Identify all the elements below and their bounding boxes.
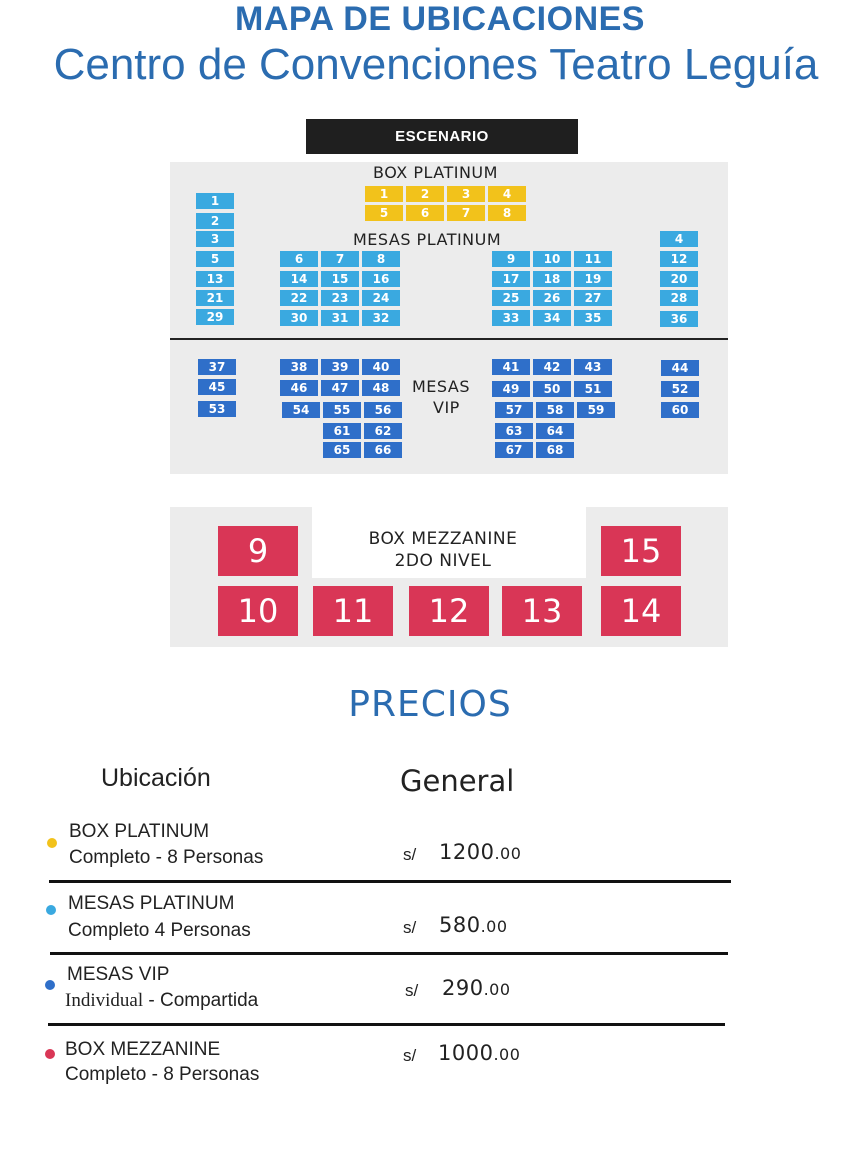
mesa-platinum-seat[interactable]: 34 (533, 310, 571, 326)
mesa-vip-seat[interactable]: 49 (492, 381, 530, 397)
mesa-platinum-seat[interactable]: 4 (660, 231, 698, 247)
box-platinum-seat[interactable]: 2 (406, 186, 444, 202)
mesa-vip-seat[interactable]: 63 (495, 423, 533, 439)
mesa-platinum-seat[interactable]: 31 (321, 310, 359, 326)
mezzanine-box[interactable]: 10 (218, 586, 298, 636)
mesa-platinum-seat[interactable]: 15 (321, 271, 359, 287)
mesa-vip-seat[interactable]: 40 (362, 359, 400, 375)
mesa-vip-seat[interactable]: 46 (280, 380, 318, 396)
price-row-name: BOX PLATINUM (69, 821, 210, 842)
mesa-vip-seat[interactable]: 39 (321, 359, 359, 375)
mesa-platinum-seat[interactable]: 11 (574, 251, 612, 267)
location-column-header: Ubicación (101, 764, 211, 792)
price-row-desc: Completo 4 Personas (68, 920, 251, 941)
mesas-vip-label-line2: VIP (433, 398, 460, 417)
mesa-platinum-seat[interactable]: 22 (280, 290, 318, 306)
mezzanine-box[interactable]: 9 (218, 526, 298, 576)
mesa-vip-seat[interactable]: 59 (577, 402, 615, 418)
mesa-platinum-seat[interactable]: 10 (533, 251, 571, 267)
box-platinum-seat[interactable]: 7 (447, 205, 485, 221)
mesa-vip-seat[interactable]: 48 (362, 380, 400, 396)
currency-symbol: s/ (403, 845, 417, 864)
price-row-name: MESAS VIP (67, 964, 170, 985)
mesa-platinum-seat[interactable]: 17 (492, 271, 530, 287)
mesas-platinum-label: MESAS PLATINUM (353, 230, 502, 249)
mesas-vip-color-dot (45, 980, 55, 990)
mezzanine-label-line1: BOX MEZZANINE (368, 529, 518, 549)
stage-label: ESCENARIO (306, 119, 578, 154)
mesa-platinum-seat[interactable]: 24 (362, 290, 400, 306)
mezzanine-box[interactable]: 14 (601, 586, 681, 636)
page-title: MAPA DE UBICACIONES (235, 0, 645, 38)
mezzanine-box[interactable]: 13 (502, 586, 582, 636)
price-row-desc: Completo - 8 Personas (65, 1064, 260, 1085)
box-mezzanine-color-dot (45, 1049, 55, 1059)
mesas-platinum-color-dot (46, 905, 56, 915)
venue-name: Centro de Convenciones Teatro Leguía (53, 40, 819, 89)
mezzanine-box[interactable]: 15 (601, 526, 681, 576)
row-divider (48, 1023, 725, 1026)
mesa-platinum-seat[interactable]: 13 (196, 271, 234, 287)
mezzanine-box[interactable]: 11 (313, 586, 393, 636)
price-amount: 1200.00 (439, 840, 522, 864)
mezzanine-label-line2: 2DO NIVEL (394, 551, 492, 571)
mesa-platinum-seat[interactable]: 14 (280, 271, 318, 287)
mesa-vip-seat[interactable]: 43 (574, 359, 612, 375)
mesa-vip-seat[interactable]: 45 (198, 379, 236, 395)
mesa-vip-seat[interactable]: 54 (282, 402, 320, 418)
mesa-platinum-seat[interactable]: 35 (574, 310, 612, 326)
box-platinum-seat[interactable]: 5 (365, 205, 403, 221)
zone-divider (170, 338, 728, 340)
box-platinum-seat[interactable]: 4 (488, 186, 526, 202)
mesa-vip-seat[interactable]: 57 (495, 402, 533, 418)
mesa-platinum-seat[interactable]: 18 (533, 271, 571, 287)
mesa-platinum-seat[interactable]: 32 (362, 310, 400, 326)
mesa-platinum-seat[interactable]: 1 (196, 193, 234, 209)
mesa-platinum-seat[interactable]: 5 (196, 251, 234, 267)
mesa-vip-seat[interactable]: 42 (533, 359, 571, 375)
mesa-platinum-seat[interactable]: 12 (660, 251, 698, 267)
mesa-vip-seat[interactable]: 53 (198, 401, 236, 417)
box-platinum-color-dot (47, 838, 57, 848)
price-row-name: MESAS PLATINUM (68, 893, 235, 914)
mesa-vip-seat[interactable]: 41 (492, 359, 530, 375)
mesa-platinum-seat[interactable]: 3 (196, 231, 234, 247)
mesa-vip-seat[interactable]: 68 (536, 442, 574, 458)
row-divider (49, 880, 731, 883)
mesa-vip-seat[interactable]: 58 (536, 402, 574, 418)
currency-symbol: s/ (403, 918, 417, 937)
mesa-vip-seat[interactable]: 47 (321, 380, 359, 396)
mesa-platinum-seat[interactable]: 33 (492, 310, 530, 326)
mesa-vip-seat[interactable]: 38 (280, 359, 318, 375)
mesa-vip-seat[interactable]: 67 (495, 442, 533, 458)
mesa-vip-seat[interactable]: 64 (536, 423, 574, 439)
price-amount: 290.00 (442, 976, 511, 1000)
mesa-platinum-seat[interactable]: 27 (574, 290, 612, 306)
mesa-vip-seat[interactable]: 51 (574, 381, 612, 397)
mesa-vip-seat[interactable]: 66 (364, 442, 402, 458)
mesa-platinum-seat[interactable]: 26 (533, 290, 571, 306)
currency-symbol: s/ (403, 1046, 417, 1065)
row-divider (50, 952, 728, 955)
mesa-platinum-seat[interactable]: 6 (280, 251, 318, 267)
mesa-platinum-seat[interactable]: 8 (362, 251, 400, 267)
price-amount: 580.00 (439, 913, 508, 937)
mesa-vip-seat[interactable]: 44 (661, 360, 699, 376)
mesa-vip-seat[interactable]: 65 (323, 442, 361, 458)
mesa-platinum-seat[interactable]: 2 (196, 213, 234, 229)
mesa-platinum-seat[interactable]: 28 (660, 290, 698, 306)
box-platinum-seat[interactable]: 3 (447, 186, 485, 202)
box-platinum-seat[interactable]: 6 (406, 205, 444, 221)
mezzanine-box[interactable]: 12 (409, 586, 489, 636)
mesa-vip-seat[interactable]: 56 (364, 402, 402, 418)
general-column-header: General (400, 764, 515, 798)
mesa-vip-seat[interactable]: 52 (661, 381, 699, 397)
mesa-platinum-seat[interactable]: 16 (362, 271, 400, 287)
price-row-name: BOX MEZZANINE (65, 1039, 221, 1060)
mesa-platinum-seat[interactable]: 23 (321, 290, 359, 306)
currency-symbol: s/ (405, 981, 419, 1000)
mesa-platinum-seat[interactable]: 36 (660, 311, 698, 327)
price-amount: 1000.00 (438, 1041, 521, 1065)
mesa-vip-seat[interactable]: 60 (661, 402, 699, 418)
mesa-vip-seat[interactable]: 61 (323, 423, 361, 439)
mesa-platinum-seat[interactable]: 20 (660, 271, 698, 287)
mesa-vip-seat[interactable]: 50 (533, 381, 571, 397)
mesa-vip-seat[interactable]: 62 (364, 423, 402, 439)
mesa-platinum-seat[interactable]: 19 (574, 271, 612, 287)
mesa-platinum-seat[interactable]: 25 (492, 290, 530, 306)
mesa-vip-seat[interactable]: 37 (198, 359, 236, 375)
price-row-desc: Completo - 8 Personas (69, 847, 264, 868)
mesa-vip-seat[interactable]: 55 (323, 402, 361, 418)
mesas-vip-label-line1: MESAS (412, 377, 470, 396)
mesa-platinum-seat[interactable]: 29 (196, 309, 234, 325)
price-row-desc: Individual - Compartida (65, 990, 259, 1011)
mesa-platinum-seat[interactable]: 30 (280, 310, 318, 326)
mesa-platinum-seat[interactable]: 21 (196, 290, 234, 306)
mesa-platinum-seat[interactable]: 7 (321, 251, 359, 267)
box-platinum-label: BOX PLATINUM (373, 163, 498, 182)
box-platinum-seat[interactable]: 1 (365, 186, 403, 202)
mesa-platinum-seat[interactable]: 9 (492, 251, 530, 267)
box-platinum-seat[interactable]: 8 (488, 205, 526, 221)
pricing-title: PRECIOS (348, 684, 512, 725)
